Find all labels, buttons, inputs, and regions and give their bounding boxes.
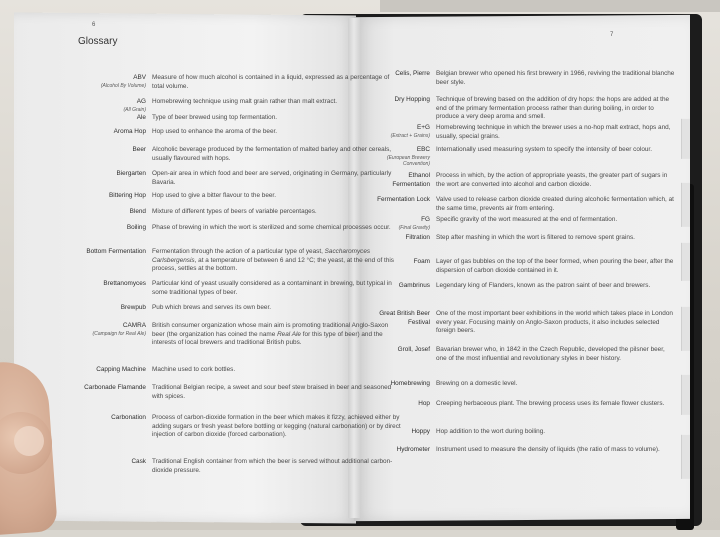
glossary-definition: Phase of brewing in which the wort is sterilized and some chemical processes occur.: [152, 224, 391, 231]
glossary-definition: Belgian brewer who opened his first brewery in 1966, reviving the traditional blanche beer style.: [436, 70, 675, 86]
page-tab: [681, 307, 690, 351]
term-text: Biergarten: [116, 170, 146, 177]
glossary-definition: Specific gravity of the wort measured at the end of fermentation.: [436, 216, 618, 223]
term-text: Beer: [132, 146, 146, 153]
glossary-term: [60, 384, 146, 393]
glossary-definition: Pub which brews and serves its own beer.: [152, 304, 271, 311]
glossary-definition: Step after mashing in which the wort is filtered to remove spent grains.: [436, 234, 635, 241]
glossary-term: [60, 280, 146, 289]
term-subtitle: (Extract + Grains): [390, 132, 430, 139]
glossary-term: [370, 70, 430, 79]
term-subtitle: (Alcohol By Volume): [100, 82, 146, 89]
term-text: Hydrometer: [396, 446, 430, 453]
page-tab: [681, 435, 690, 479]
term-text: Celis, Pierre: [395, 70, 430, 77]
glossary-term: [60, 192, 146, 201]
glossary-term: [370, 446, 430, 455]
glossary-term: [60, 304, 146, 313]
term-text: Bottom Fermentation: [86, 248, 146, 255]
glossary-term: [60, 146, 146, 155]
term-text: Ethanol Fermentation: [392, 172, 430, 188]
glossary-definition: Homebrewing technique using malt grain rather than malt extract.: [152, 98, 338, 105]
term-text: Filtration: [405, 234, 430, 241]
glossary-definition: Alcoholic beverage produced by the fermentation of malted barley and other cereals, usually flavoured with hops.: [152, 146, 392, 162]
page-tab: [681, 243, 690, 281]
glossary-definition: Type of beer brewed using top fermentation.: [152, 114, 278, 121]
term-text: Ale: [136, 114, 146, 121]
glossary-term: [370, 234, 430, 243]
glossary-term: [370, 428, 430, 437]
glossary-term: [60, 458, 146, 467]
glossary-definition: [152, 322, 402, 348]
definition-italic-text: Saccharomyces Carlsbergensis: [152, 248, 371, 264]
term-text: Fermentation Lock: [377, 196, 430, 203]
glossary-term: [370, 282, 430, 291]
glossary-term: [60, 128, 146, 137]
desk-edge: [380, 0, 720, 12]
term-text: ABV: [133, 74, 146, 81]
term-subtitle: (All Grain): [123, 106, 146, 113]
glossary-term: [370, 346, 430, 355]
glossary-definition: Process of carbon-dioxide formation in the beer which makes it fizzy, achieved either by adding sugars or fresh yeast before bottling or kegging (natural carbonation) or by direct injection of carbon dioxide (forced carbonation).: [152, 414, 401, 439]
definition-text: , at a temperature of between 6 and 12 °C; the yeast, at the end of this process, settles at the bottom.: [152, 256, 394, 273]
term-subtitle: (European Brewery Convention): [386, 154, 430, 167]
term-text: Carbonation: [111, 414, 146, 421]
term-text: Blend: [129, 208, 146, 215]
glossary-term: [370, 380, 430, 389]
term-text: EBC: [416, 146, 430, 153]
glossary-definition: One of the most important beer exhibitions in the world which takes place in London every year. Focusing mainly on Anglo-Saxon products, it also includes selected foreign beers.: [436, 310, 673, 335]
glossary-definition: Machine used to cork bottles.: [152, 366, 236, 373]
glossary-definition: Valve used to release carbon dioxide created during alcoholic fermentation which, at the same time, prevents air from entering.: [436, 196, 674, 212]
term-text: Homebrewing: [390, 380, 430, 387]
definition-text: Fermentation through the action of a particular type of yeast,: [152, 248, 325, 255]
glossary-definition: Internationally used measuring system to specify the intensity of beer colour.: [436, 146, 652, 153]
term-text: Groll, Josef: [397, 346, 430, 353]
term-text: Cask: [131, 458, 146, 465]
glossary-term: [370, 196, 430, 205]
glossary-term: [60, 74, 146, 89]
glossary-definition: Process in which, by the action of appropriate yeasts, the greater part of sugars in the wort are converted into alcohol and carbon dioxide.: [436, 172, 668, 188]
glossary-definition: Measure of how much alcohol is contained in a liquid, expressed as a percentage of total volume.: [152, 74, 390, 90]
term-text: FG: [421, 216, 430, 223]
glossary-definition: Brewing on a domestic level.: [436, 380, 518, 387]
glossary-definition: Traditional English container from which the beer is served without additional carbon-dioxide pressure.: [152, 458, 393, 474]
term-text: Foam: [413, 258, 430, 265]
glossary-term: [370, 400, 430, 409]
thumbnail-nail: [14, 426, 44, 456]
definition-text: for this type of beer) and the interests of local brewers and traditional British pubs.: [152, 330, 383, 347]
glossary-definition: Hop addition to the wort during boiling.: [436, 428, 546, 435]
left-page-number: 6: [92, 22, 96, 28]
term-text: Dry Hopping: [394, 96, 430, 103]
term-text: Hop: [418, 400, 430, 407]
term-text: Brettanomyces: [103, 280, 146, 287]
term-text: Hoppy: [411, 428, 430, 435]
term-text: Capping Machine: [96, 366, 146, 373]
glossary-definition: Homebrewing technique in which the brewer uses a no-hop malt extract, hops and, usually, special grains.: [436, 124, 671, 140]
glossary-term: [60, 414, 146, 423]
glossary-term: [370, 216, 430, 231]
glossary-definition: Legendary king of Flanders, known as the patron saint of beer and brewers.: [436, 282, 651, 289]
term-text: Brewpub: [120, 304, 146, 311]
page-tab: [681, 183, 690, 227]
glossary-title: Glossary: [78, 36, 118, 47]
glossary-term: [370, 146, 430, 167]
term-text: AG: [136, 98, 146, 105]
page-tab: [681, 119, 690, 159]
glossary-term: [60, 224, 146, 233]
term-text: CAMRA: [122, 322, 146, 329]
glossary-definition: Hop used to enhance the aroma of the beer.: [152, 128, 278, 135]
glossary-definition: Traditional Belgian recipe, a sweet and sour beef stew braised in beer and seasoned with spices.: [152, 384, 392, 400]
glossary-definition: Instrument used to measure the density of liquids (the ratio of mass to volume).: [436, 446, 660, 453]
glossary-definition: Bavarian brewer who, in 1842 in the Czech Republic, developed the pilsner beer, one of the most influential and revolutionary styles in beer history.: [436, 346, 665, 362]
glossary-term: [60, 322, 146, 337]
glossary-term: [60, 114, 146, 123]
glossary-term: [370, 172, 430, 189]
glossary-definition: Hop used to give a bitter flavour to the beer.: [152, 192, 276, 199]
glossary-term: [370, 258, 430, 267]
glossary-term: [60, 170, 146, 179]
glossary-term: [370, 310, 430, 327]
definition-italic-text: Real Ale: [277, 330, 301, 338]
term-text: Boiling: [126, 224, 146, 231]
glossary-definition: [152, 248, 402, 274]
glossary-term: [60, 248, 146, 257]
glossary-term: [60, 98, 146, 113]
glossary-definition: Open-air area in which food and beer are served, originating in Germany, particularly Bavaria.: [152, 170, 392, 186]
term-text: Gambrinus: [398, 282, 430, 289]
glossary-definition: Technique of brewing based on the addition of dry hops: the hops are added at the end of the primary fermentation process rather than during boiling, in order to produce a very deep aroma and smell.: [436, 96, 670, 121]
definition-text: British consumer organization whose main aim is promoting traditional Anglo-Saxon beer (the organization has coined the name: [152, 322, 389, 338]
page-tab: [681, 375, 690, 415]
glossary-term: [370, 96, 430, 105]
term-text: Carbonade Flamande: [84, 384, 146, 391]
glossary-definition: Layer of gas bubbles on the top of the beer formed, when pouring the beer, after the dispersion of carbon dioxide contained in it.: [436, 258, 674, 274]
right-page-number: 7: [610, 32, 614, 38]
term-subtitle: (Final Gravity): [398, 224, 430, 231]
term-text: E+G: [417, 124, 430, 131]
term-text: Bittering Hop: [109, 192, 146, 199]
glossary-term: [60, 208, 146, 217]
term-text: Aroma Hop: [113, 128, 146, 135]
glossary-definition: Mixture of different types of beers of variable percentages.: [152, 208, 317, 215]
glossary-definition: Creeping herbaceous plant. The brewing process uses its female flower clusters.: [436, 400, 665, 407]
glossary-definition: Particular kind of yeast usually considered as a contaminant in brewing, but typical in some traditional types of beer.: [152, 280, 392, 296]
term-subtitle: (Campaign for Real Ale): [92, 330, 146, 337]
glossary-term: [370, 124, 430, 139]
term-text: Great British Beer Festival: [379, 310, 430, 326]
glossary-term: [60, 366, 146, 375]
